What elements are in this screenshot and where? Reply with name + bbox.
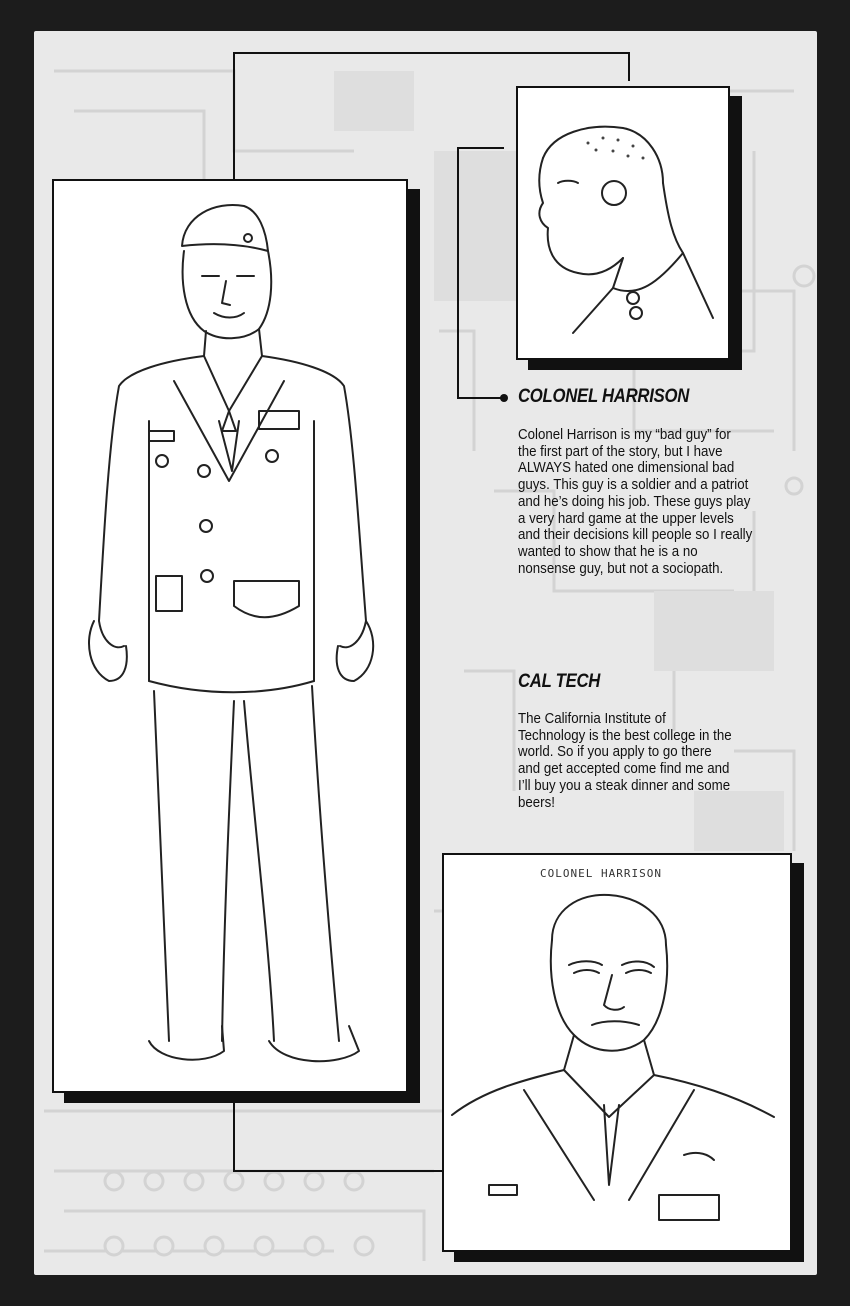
section-body-cal-tech: The California Institute of Technology is the best college in the world. So if you apply to go there and get accepted come find me and I’ll buy you a steak dinner and some beers! [518,711,732,811]
sketchbook-page [34,31,817,1275]
colonel-portrait-sketch [444,855,790,1250]
section-heading-colonel-harrison: COLONEL HARRISON [518,386,690,407]
section-body-colonel-harrison: Colonel Harrison is my “bad guy” for the first part of the story, but I have ALWAYS hated one dimensional bad guys. This guy is a soldier and a patriot and he’s doing his job. These guys play a very hard game at the upper levels and their decisions kill people so I really wanted to show that he is a no nonsense guy, but not a sociopath. [518,427,753,577]
portrait-sketch-panel [442,853,792,1252]
colonel-profile-sketch [518,88,728,358]
section-heading-cal-tech: CAL TECH [518,671,601,692]
sketch-label: COLONEL HARRISON [540,867,662,880]
soldier-full-body-sketch [54,181,406,1091]
full-body-sketch-panel [52,179,408,1093]
profile-sketch-panel [516,86,730,360]
